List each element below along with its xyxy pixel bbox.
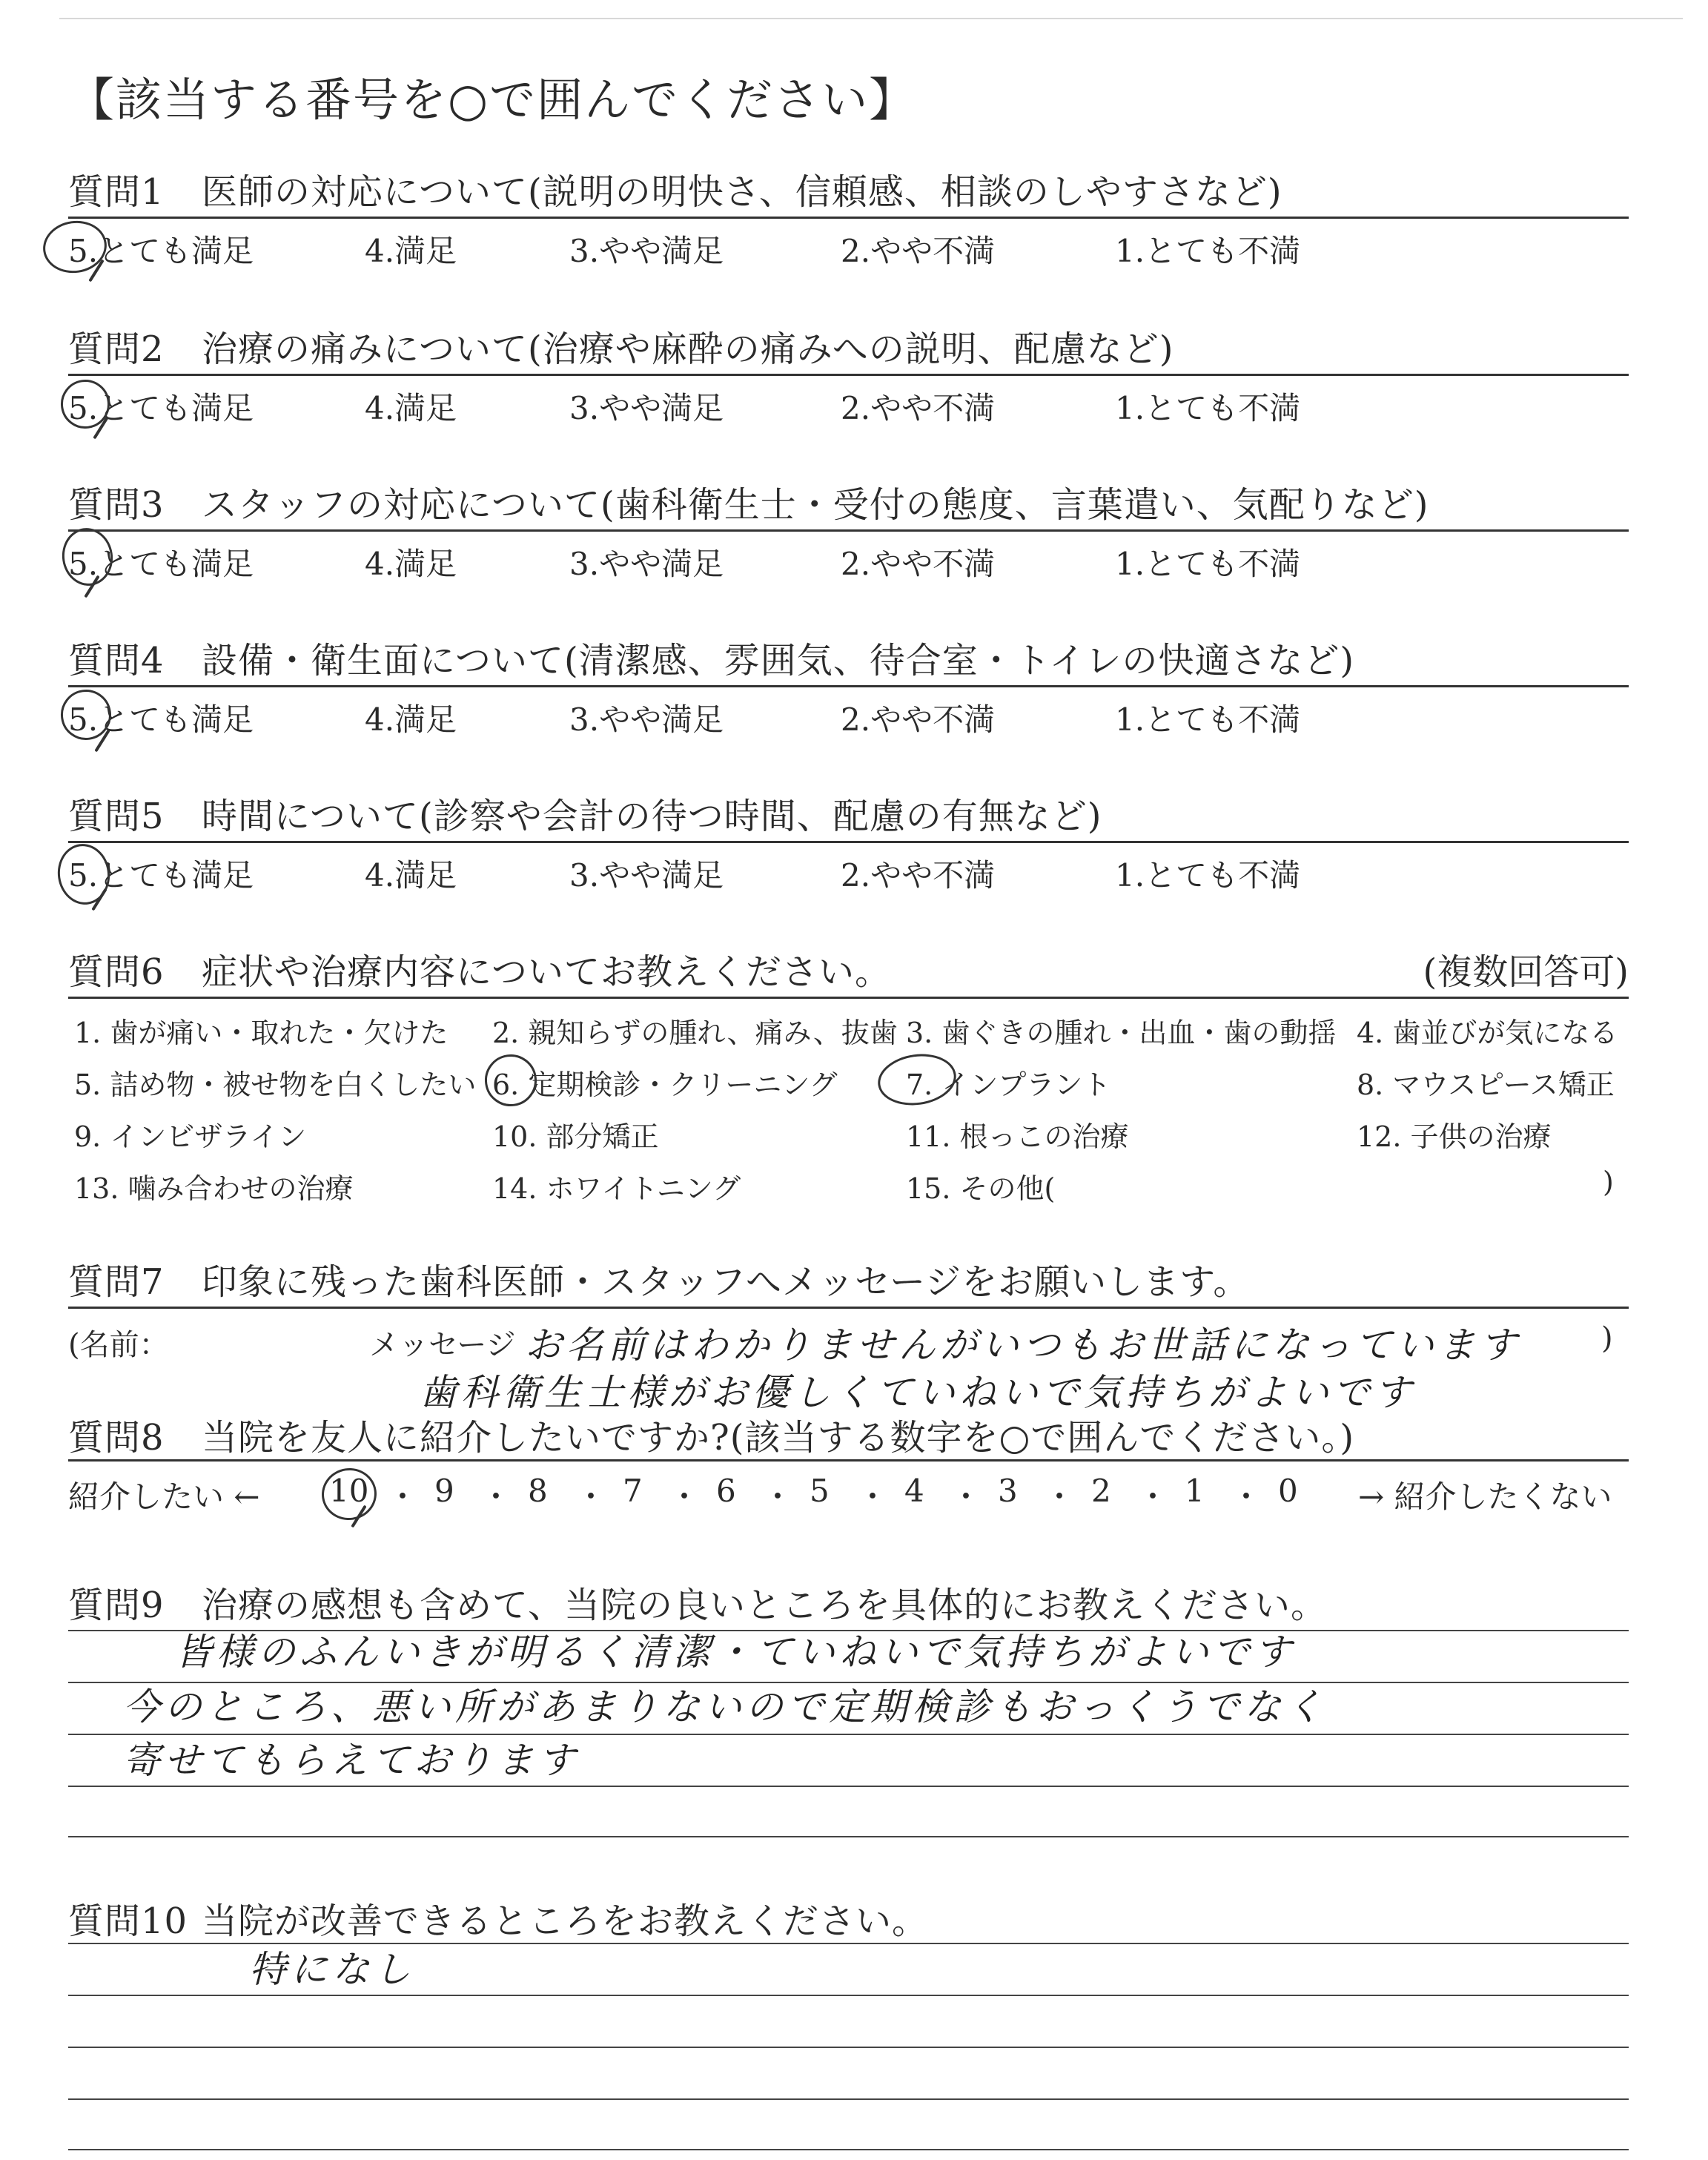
question-title: 質問3 スタッフの対応について(歯科衛生士・受付の態度、言葉遣い、気配りなど) (68, 484, 1429, 526)
question-title: 質問9 治療の感想も含めて、当院の良いところを具体的にお教えください。 (68, 1585, 1328, 1626)
handwritten-improvement-answer: 特になし (249, 1948, 415, 1991)
option-1[interactable]: 1.とても不満 (1115, 857, 1301, 894)
answer-line (68, 1786, 1629, 1787)
answer-line (68, 1995, 1629, 1996)
scale-7[interactable]: 7 (623, 1473, 643, 1509)
option-3[interactable]: 3.やや満足 (569, 390, 724, 426)
selection-circle-10 (318, 1464, 380, 1524)
scale-dot: ・ (1231, 1479, 1262, 1515)
treatment-option[interactable]: 2. 親知らずの腫れ、痛み、抜歯 (492, 1017, 898, 1049)
treatment-option[interactable]: 13. 噛み合わせの治療 (74, 1172, 354, 1205)
scale-1[interactable]: 1 (1185, 1473, 1205, 1509)
answer-line (68, 2047, 1629, 2048)
handwritten-answer-line-3: 寄せてもらえております (123, 1739, 580, 1782)
question-title: 質問5 時間について(診察や会計の待つ時間、配慮の有無など) (68, 796, 1102, 837)
option-1[interactable]: 1.とても不満 (1115, 701, 1301, 738)
treatment-option[interactable]: 7. インプラント (906, 1069, 1111, 1101)
option-4[interactable]: 4.満足 (365, 390, 457, 426)
option-3[interactable]: 3.やや満足 (569, 701, 724, 738)
handwritten-message-line-1: お名前はわかりませんがいつもお世話になっています (525, 1324, 1521, 1367)
question-title: 質問1 医師の対応について(説明の明快さ、信頼感、相談のしやすさなど) (68, 171, 1282, 213)
scale-dot: ・ (950, 1479, 982, 1515)
option-5[interactable]: 5.とても満足 (68, 701, 254, 738)
scale-3[interactable]: 3 (998, 1473, 1018, 1509)
question-rule (68, 685, 1629, 687)
option-1[interactable]: 1.とても不満 (1115, 546, 1301, 582)
answer-line (68, 2098, 1629, 2100)
handwritten-answer-line-1: 皆様のふんいきが明るく清潔・ていねいで気持ちがよいです (175, 1631, 1296, 1674)
question-rule (68, 374, 1629, 376)
scale-2[interactable]: 2 (1091, 1473, 1111, 1509)
option-3[interactable]: 3.やや満足 (569, 233, 724, 269)
scale-left-label: 紹介したい ← (68, 1479, 260, 1515)
scale-10[interactable]: 10 (329, 1473, 369, 1509)
option-4[interactable]: 4.満足 (365, 233, 457, 269)
question-rule (68, 1459, 1629, 1462)
handwritten-message-line-2: 歯科衛生士様がお優しくていねいで気持ちがよいです (420, 1371, 1416, 1414)
option-3[interactable]: 3.やや満足 (569, 857, 724, 894)
scale-8[interactable]: 8 (528, 1473, 548, 1509)
question-rule (68, 1307, 1629, 1309)
answer-line (68, 1836, 1629, 1837)
handwritten-answer-line-2: 今のところ、悪い所があまりないので定期検診もおっくうでなく (123, 1685, 1327, 1728)
treatment-option[interactable]: 8. マウスピース矯正 (1357, 1069, 1615, 1101)
scan-edge (59, 18, 1683, 19)
scale-5[interactable]: 5 (810, 1473, 830, 1509)
scale-dot: ・ (669, 1479, 701, 1515)
other-close-paren: ) (1603, 1166, 1614, 1198)
scale-dot: ・ (387, 1479, 419, 1515)
option-5[interactable]: 5.とても満足 (68, 390, 254, 426)
question-title: 質問8 当院を友人に紹介したいですか?(該当する数字を○で囲んでください。) (68, 1417, 1355, 1459)
option-5[interactable]: 5.とても満足 (68, 546, 254, 582)
treatment-option[interactable]: 12. 子供の治療 (1357, 1120, 1552, 1153)
option-2[interactable]: 2.やや不満 (841, 701, 996, 738)
scale-0[interactable]: 0 (1278, 1473, 1298, 1509)
option-1[interactable]: 1.とても不満 (1115, 233, 1301, 269)
question-rule (68, 529, 1629, 532)
message-label: メッセージ (369, 1328, 516, 1362)
scale-dot: ・ (857, 1479, 889, 1515)
option-2[interactable]: 2.やや不満 (841, 390, 996, 426)
question-title: 質問7 印象に残った歯科医師・スタッフへメッセージをお願いします。 (68, 1261, 1250, 1303)
answer-line (68, 2149, 1629, 2150)
multiple-answer-note: (複数回答可) (1423, 951, 1629, 993)
treatment-option[interactable]: 11. 根っこの治療 (906, 1120, 1129, 1153)
scale-dot: ・ (1137, 1479, 1169, 1515)
question-rule (68, 841, 1629, 843)
question-title: 質問4 設備・衛生面について(清潔感、雰囲気、待合室・トイレの快適さなど) (68, 640, 1355, 681)
close-paren: ) (1601, 1321, 1613, 1355)
scale-9[interactable]: 9 (434, 1473, 454, 1509)
option-2[interactable]: 2.やや不満 (841, 233, 996, 269)
option-3[interactable]: 3.やや満足 (569, 546, 724, 582)
question-rule (68, 217, 1629, 219)
treatment-option[interactable]: 6. 定期検診・クリーニング (492, 1069, 838, 1101)
option-5[interactable]: 5.とても満足 (68, 233, 254, 269)
page-heading: 【該当する番号を○で囲んでください】 (68, 73, 917, 127)
treatment-option[interactable]: 4. 歯並びが気になる (1357, 1017, 1618, 1049)
option-4[interactable]: 4.満足 (365, 701, 457, 738)
treatment-option[interactable]: 10. 部分矯正 (492, 1120, 659, 1153)
scale-6[interactable]: 6 (716, 1473, 736, 1509)
treatment-option[interactable]: 14. ホワイトニング (492, 1172, 741, 1205)
question-rule (68, 997, 1629, 999)
option-4[interactable]: 4.満足 (365, 546, 457, 582)
option-2[interactable]: 2.やや不満 (841, 546, 996, 582)
name-label: (名前： (68, 1328, 169, 1362)
question-title: 質問6 症状や治療内容についてお教えください。 (68, 951, 892, 993)
scale-right-label: → 紹介したくない (1358, 1479, 1612, 1515)
question-title: 質問2 治療の痛みについて(治療や麻酔の痛みへの説明、配慮など) (68, 328, 1174, 370)
option-4[interactable]: 4.満足 (365, 857, 457, 894)
option-1[interactable]: 1.とても不満 (1115, 390, 1301, 426)
scale-dot: ・ (762, 1479, 794, 1515)
treatment-option[interactable]: 15. その他( (906, 1172, 1056, 1205)
scale-dot: ・ (575, 1479, 607, 1515)
treatment-option[interactable]: 9. インビザライン (74, 1120, 307, 1153)
treatment-option[interactable]: 1. 歯が痛い・取れた・欠けた (74, 1017, 448, 1049)
scale-dot: ・ (480, 1479, 512, 1515)
treatment-option[interactable]: 3. 歯ぐきの腫れ・出血・歯の動揺 (906, 1017, 1337, 1049)
scale-dot: ・ (1044, 1479, 1076, 1515)
scale-4[interactable]: 4 (904, 1473, 924, 1509)
question-title: 質問10 当院が改善できるところをお教えください。 (68, 1900, 929, 1942)
option-5[interactable]: 5.とても満足 (68, 857, 254, 894)
option-2[interactable]: 2.やや不満 (841, 857, 996, 894)
treatment-option[interactable]: 5. 詰め物・被せ物を白くしたい (74, 1069, 477, 1101)
